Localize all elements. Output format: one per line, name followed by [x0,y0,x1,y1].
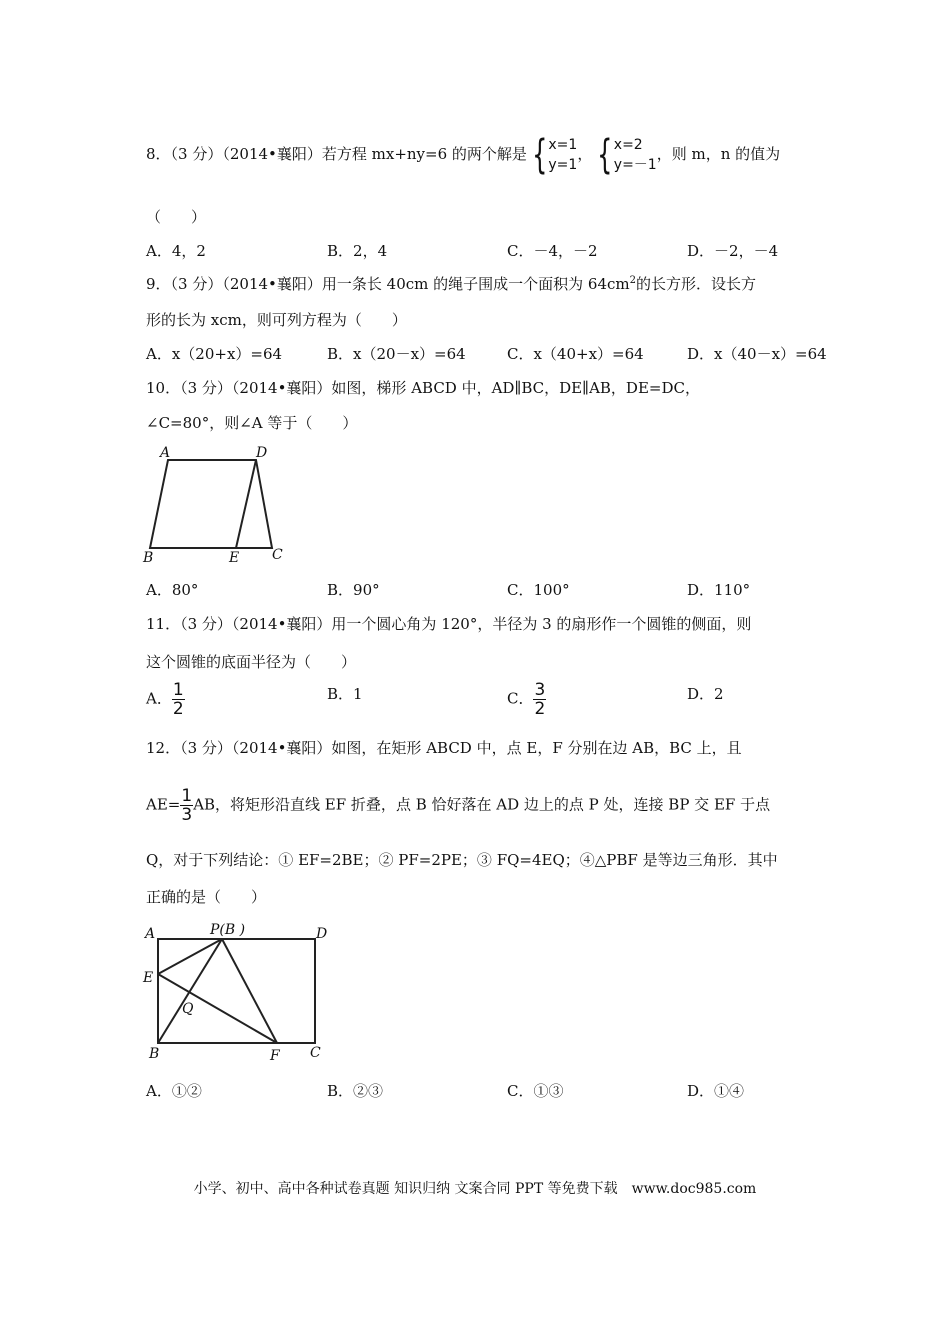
q10-line1: 10．（3 分）（2014•襄阳）如图，梯形 ABCD 中，AD∥BC，DE∥AB，DE=DC， [146,379,700,397]
q9-option-d[interactable]: D．x（40－x）=64 [687,345,827,363]
q12-option-a[interactable]: A．①② [146,1082,202,1100]
q9-option-b[interactable]: B．x（20－x）=64 [327,345,466,363]
q12-option-b[interactable]: B．②③ [327,1082,384,1100]
q12-line3: Q，对于下列结论：① EF=2BE；② PF=2PE；③ FQ=4EQ；④△PBF 是等边三角形．其中 [146,851,778,869]
q10-option-c[interactable]: C．100° [507,581,570,599]
label-b: B [143,550,154,566]
label-b: B [149,1046,160,1062]
q8-stem: 8．（3 分）（2014•襄阳）若方程 mx+ny=6 的两个解是 { x=1 y=1 ， { x=2 y=－1 ，则 m，n 的值为 [146,132,781,178]
label-a: A [160,445,171,461]
q10-trapezoid-figure [140,442,300,568]
q8-system-2: { x=2 y=－1 [597,132,657,178]
q9-line2: 形的长为 xcm，则可列方程为（ ） [146,311,407,329]
q12-rectangle-figure [140,916,340,1066]
q12-line4: 正确的是（ ） [146,888,267,906]
q11-option-a-fraction: $\frac{1}{2}$ [172,680,184,719]
q8-option-d[interactable]: D．－2，－4 [687,242,779,260]
q11-option-b[interactable]: B．1 [327,685,363,703]
q8-system-1: { x=1 y=1 [532,132,578,178]
label-f: F [270,1048,280,1064]
q12-option-c[interactable]: C．①③ [507,1082,564,1100]
q9-line1: 9．（3 分）（2014•襄阳）用一条长 40cm 的绳子围成一个面积为 $64cm^2$的长方形．设长方 [146,275,756,293]
label-c: C [272,547,283,563]
segment-de [236,460,256,548]
q10-option-a[interactable]: A．80° [146,581,199,599]
q8-option-b[interactable]: B．2，4 [327,242,388,260]
label-pb: P(B ) [210,922,246,938]
page-footer: 小学、初中、高中各种试卷真题 知识归纳 文案合同 PPT 等免费下载 www.doc985.com [193,1181,757,1197]
q12-line1: 12．（3 分）（2014•襄阳）如图，在矩形 ABCD 中，点 E，F 分别在边 AB，BC 上，且 [146,739,742,757]
q10-line2: ∠C=80°，则∠A 等于（ ） [146,414,358,432]
q9-option-a[interactable]: A．x（20+x）=64 [146,345,283,363]
rectangle-abcd [158,939,315,1043]
q12-line2: AE= $\frac{1}{3}$ AB，将矩形沿直线 EF 折叠，点 B 恰好落在 AD 边上的点 P 处，连接 BP 交 EF 于点 [146,786,771,825]
label-e: E [143,970,154,986]
q11-line1: 11．（3 分）（2014•襄阳）用一个圆心角为 120°，半径为 3 的扇形作一个圆锥的侧面，则 [146,615,752,633]
q9-option-c[interactable]: C．x（40+x）=64 [507,345,644,363]
q11-option-c-fraction: $\frac{3}{2}$ [534,680,546,719]
q11-option-d[interactable]: D．2 [687,685,724,703]
segment-bp [158,939,222,1043]
q12-option-d[interactable]: D．①④ [687,1082,745,1100]
label-q: Q [182,1001,194,1017]
label-e: E [229,550,240,566]
q8-paren: （ ） [146,208,207,226]
label-c: C [310,1045,321,1061]
q8-suffix: ，则 m，n 的值为 [656,145,781,163]
q11-option-a[interactable]: A． $\frac{1}{2}$ [146,680,184,719]
q11-option-c[interactable]: C． $\frac{3}{2}$ [507,680,546,719]
label-d: D [256,445,268,461]
q12-fraction: $\frac{1}{3}$ [181,786,193,825]
label-d: D [316,926,328,942]
q8-option-a[interactable]: A．4，2 [146,242,206,260]
q11-line2: 这个圆锥的底面半径为（ ） [146,653,357,671]
q8-prefix: 8．（3 分）（2014•襄阳）若方程 mx+ny=6 的两个解是 [146,145,527,163]
q10-option-b[interactable]: B．90° [327,581,380,599]
label-a: A [145,926,156,942]
q8-option-c[interactable]: C．－4，－2 [507,242,598,260]
q10-option-d[interactable]: D．110° [687,581,751,599]
